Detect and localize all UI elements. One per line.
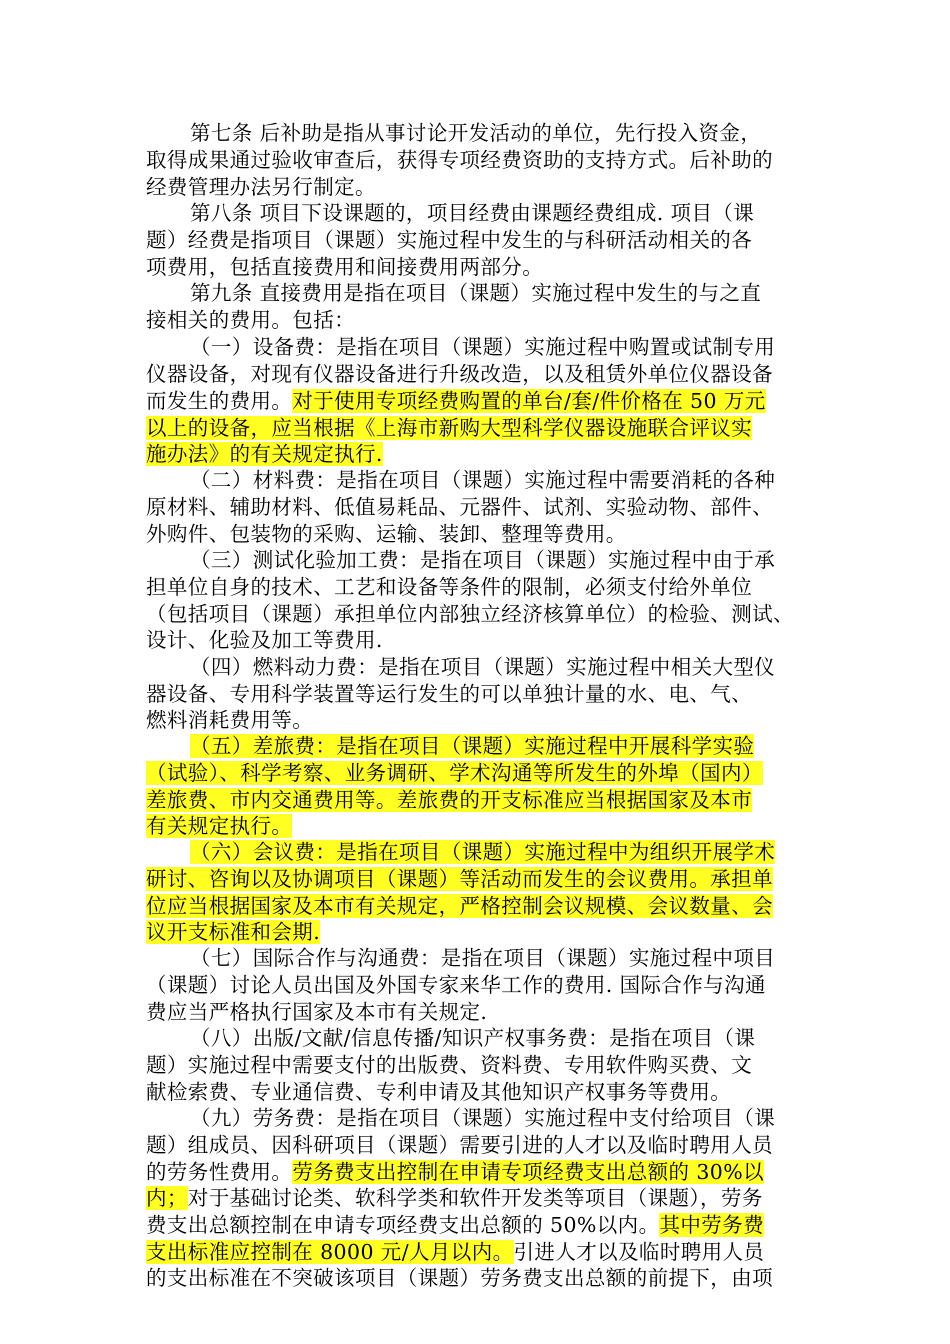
text-line (146, 998, 487, 1026)
text-line (190, 653, 775, 681)
body-text: 项费用，包括直接费用和间接费用两部分。 (146, 255, 544, 279)
text-line (146, 626, 383, 654)
text-line (190, 119, 761, 147)
highlighted-text: （试验）、科学考察、业务调研、学术沟通等所发生的外埠（国内） (146, 761, 763, 785)
body-text: 原材料、辅助材料、低值易耗品、元器件、试剂、实验动物、部件、 (146, 495, 773, 519)
body-text: （三）测试化验加工费：是指在项目（课题）实施过程中由于承 (190, 548, 776, 572)
body-text: 燃料消耗费用等。 (146, 708, 314, 732)
text-line (190, 732, 754, 760)
body-text: （八）出版/文献/信息传播/知识产权事务费：是指在项目（课 (190, 1026, 756, 1050)
text-line (146, 812, 292, 840)
body-text: 第八条 项目下设课题的，项目经费由课题经费组成. 项目（课 (190, 201, 755, 225)
body-text: 引进人才以及临时聘用人员 (513, 1240, 765, 1264)
body-text: （包括项目（课题）承担单位内部独立经济核算单位）的检验、测试、 (146, 602, 794, 626)
text-line (146, 493, 773, 521)
text-line (146, 971, 766, 999)
body-text: （课题）讨论人员出国及外国专家来华工作的费用. 国际合作与沟通 (146, 973, 766, 997)
body-text: 费应当严格执行国家及本市有关规定. (146, 1000, 488, 1024)
highlighted-text: 位应当根据国家及本市有关规定，严格控制会议规模、会议数量、会 (146, 894, 773, 918)
text-line (190, 1024, 755, 1052)
highlighted-text: 其中劳务费 (659, 1213, 764, 1237)
body-text: 器设备、专用科学装置等运行发生的可以单独计量的水、电、气、 (146, 682, 753, 706)
highlighted-text: 施办法》的有关规定执行. (146, 442, 383, 466)
body-text: 仪器设备，对现有仪器设备进行升级改造，以及租赁外单位仪器设备 (146, 362, 773, 386)
highlighted-text: 议开支标准和会期. (146, 920, 321, 944)
body-text: 题）组成员、因科研项目（课题）需要引进的人才以及临时聘用人员 (146, 1133, 773, 1157)
highlighted-text: 劳务费支出控制在申请专项经费支出总额的 30%以 (292, 1160, 764, 1184)
text-line (146, 1131, 773, 1159)
text-line (146, 387, 766, 415)
text-line (146, 440, 383, 468)
text-line (190, 279, 761, 307)
text-line (146, 1158, 764, 1186)
text-line (146, 1238, 764, 1266)
text-line (146, 173, 376, 201)
text-line (146, 759, 763, 787)
body-text: 取得成果通过验收审查后，获得专项经费资助的支持方式。后补助的 (146, 148, 773, 172)
body-text: （七）国际合作与沟通费：是指在项目（课题）实施过程中项目 (190, 946, 776, 970)
highlighted-text: 研讨、咨询以及协调项目（课题）等活动而发生的会议费用。承担单 (146, 867, 773, 891)
text-line (146, 1211, 764, 1239)
highlighted-text: 以上的设备，应当根据《上海市新购大型科学仪器设施联合评议实 (146, 416, 753, 440)
highlighted-text: 支出标准应控制在 8000 元/人月以内。 (146, 1240, 514, 1264)
text-line (146, 520, 627, 548)
body-text: （二）材料费：是指在项目（课题）实施过程中需要消耗的各种 (190, 468, 776, 492)
text-line (146, 253, 543, 281)
highlighted-text: 差旅费、市内交通费用等。差旅费的开支标准应当根据国家及本市 (146, 788, 753, 812)
highlighted-text: 对于使用专项经费购置的单台/套/件价格在 50 万元 (292, 389, 766, 413)
text-line (146, 414, 752, 442)
body-text: （一）设备费：是指在项目（课题）实施过程中购置或试制专用 (190, 335, 776, 359)
text-line (146, 865, 773, 893)
text-line (146, 786, 752, 814)
text-line (190, 546, 775, 574)
text-line (190, 944, 775, 972)
body-text: 的支出标准在不突破该项目（课题）劳务费支出总额的前提下，由项 (146, 1266, 773, 1290)
body-text: 而发生的费用。 (146, 389, 293, 413)
text-line (190, 1104, 775, 1132)
body-text: 外购件、包装物的采购、运输、装卸、整理等费用。 (146, 522, 627, 546)
body-text: 担单位自身的技术、工艺和设备等条件的限制，必须支付给外单位 (146, 575, 753, 599)
body-text: （九）劳务费：是指在项目（课题）实施过程中支付给项目（课 (190, 1106, 776, 1130)
text-line (146, 573, 752, 601)
body-text: 题）经费是指项目（课题）实施过程中发生的与科研活动相关的各 (146, 228, 753, 252)
text-line (146, 706, 313, 734)
text-line (190, 466, 775, 494)
text-line (190, 199, 754, 227)
body-text: 的劳务性费用。 (146, 1160, 293, 1184)
highlighted-text: 有关规定执行。 (146, 814, 293, 838)
text-line (146, 360, 773, 388)
body-text: 献检索费、专业通信费、专利申请及其他知识产权事务等费用。 (146, 1080, 732, 1104)
text-line (146, 306, 355, 334)
text-line (146, 1184, 763, 1212)
highlighted-text: 内； (146, 1186, 188, 1210)
highlighted-text: （六）会议费：是指在项目（课题）实施过程中为组织开展学术 (190, 840, 776, 864)
text-line (190, 333, 775, 361)
text-line (146, 918, 320, 946)
text-line (190, 838, 775, 866)
body-text: 第七条 后补助是指从事讨论开发活动的单位，先行投入资金， (190, 121, 762, 145)
body-text: 设计、化验及加工等费用. (146, 628, 383, 652)
text-line (146, 1051, 752, 1079)
body-text: 费支出总额控制在申请专项经费支出总额的 50%以内。 (146, 1213, 660, 1237)
body-text: 接相关的费用。包括： (146, 308, 355, 332)
body-text: 题）实施过程中需要支付的出版费、资料费、专用软件购买费、文 (146, 1053, 753, 1077)
body-text: 经费管理办法另行制定。 (146, 175, 376, 199)
text-line (146, 892, 773, 920)
body-text: 第九条 直接费用是指在项目（课题）实施过程中发生的与之直 (190, 281, 762, 305)
body-text: 对于基础讨论类、软科学类和软件开发类等项目（课题），劳务 (187, 1186, 763, 1210)
text-line (146, 146, 773, 174)
text-line (146, 680, 752, 708)
text-line (146, 226, 752, 254)
body-text: （四）燃料动力费：是指在项目（课题）实施过程中相关大型仪 (190, 655, 776, 679)
highlighted-text: （五）差旅费：是指在项目（课题）实施过程中开展科学实验 (190, 734, 755, 758)
text-line (146, 600, 794, 628)
text-line (146, 1078, 731, 1106)
text-line (146, 1264, 773, 1292)
